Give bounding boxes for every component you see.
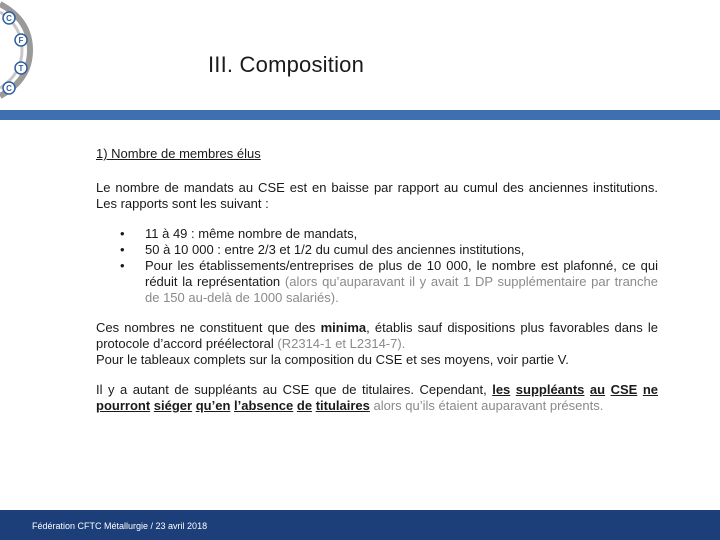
emphasis-word: siéger [153, 398, 193, 413]
bullet-text: Pour les établissements/entreprises de plus de 10 000, le nombre est plafonné, ce qui réduit la représentation [145, 258, 658, 289]
legal-reference: (R2314-1 et L2314-7). [277, 336, 406, 351]
emphasis-word: titulaires [315, 398, 370, 413]
bullet-item [120, 242, 658, 258]
minima-bold: minima [320, 320, 367, 335]
emphasis-word: pourront [96, 398, 151, 413]
footer-text: Fédération CFTC Métallurgie / 23 avril 2018 [32, 521, 208, 531]
logo-letter: C [6, 14, 12, 23]
minima-text-a: Ces nombres ne constituent que des [96, 320, 321, 335]
minima-paragraph [96, 320, 658, 352]
bullet-list [96, 226, 658, 306]
suppleants-text-a: Il y a autant de suppléants au CSE que de titulaires. Cependant, [96, 382, 493, 397]
emphasis-word: ne [642, 382, 658, 397]
bullet-note: (alors qu’auparavant il y avait 1 DP supplémentaire par tranche de 150 au-delà de 1000 salariés). [145, 274, 658, 305]
section-subheading: 1) Nombre de membres élus [96, 146, 261, 161]
cftc-logo [0, 0, 38, 100]
emphasis-word: suppléants [515, 382, 585, 397]
slide-title: III. Composition [208, 52, 365, 77]
minima-text-b: , établis sauf dispositions plus favorables dans le protocole d’accord préélectoral [96, 320, 658, 351]
logo-letter: T [18, 64, 24, 73]
bullet-icon: • [120, 242, 125, 257]
emphasis-word: de [296, 398, 313, 413]
intro-paragraph [96, 180, 658, 212]
suppleants-paragraph [96, 382, 658, 414]
slide-content [96, 146, 658, 414]
logo-letter: C [6, 84, 12, 93]
tables-text: Pour le tableaux complets sur la composition du CSE et ses moyens, voir partie V. [96, 352, 569, 367]
intro-text: Le nombre de mandats au CSE est en baisse par rapport au cumul des anciennes institutions. Les rapports sont les suivant : [96, 180, 658, 211]
emphasis-word: au [589, 382, 606, 397]
bullet-text: 50 à 10 000 : entre 2/3 et 1/2 du cumul des anciennes institutions, [145, 242, 525, 257]
emphasis-word: l’absence [234, 398, 294, 413]
suppleants-note: alors qu’ils étaient auparavant présents. [369, 398, 604, 413]
emphasis-word: CSE [610, 382, 638, 397]
bullet-item [120, 226, 658, 242]
bullet-item [120, 258, 658, 306]
emphasis-word: qu’en [195, 398, 231, 413]
header-band [0, 110, 720, 120]
bullet-icon: • [120, 226, 125, 241]
emphasis-word: les [492, 382, 511, 397]
logo-letter: F [18, 36, 24, 45]
bullet-icon: • [120, 258, 125, 273]
tables-paragraph [96, 352, 658, 368]
bullet-text: 11 à 49 : même nombre de mandats, [145, 226, 358, 241]
